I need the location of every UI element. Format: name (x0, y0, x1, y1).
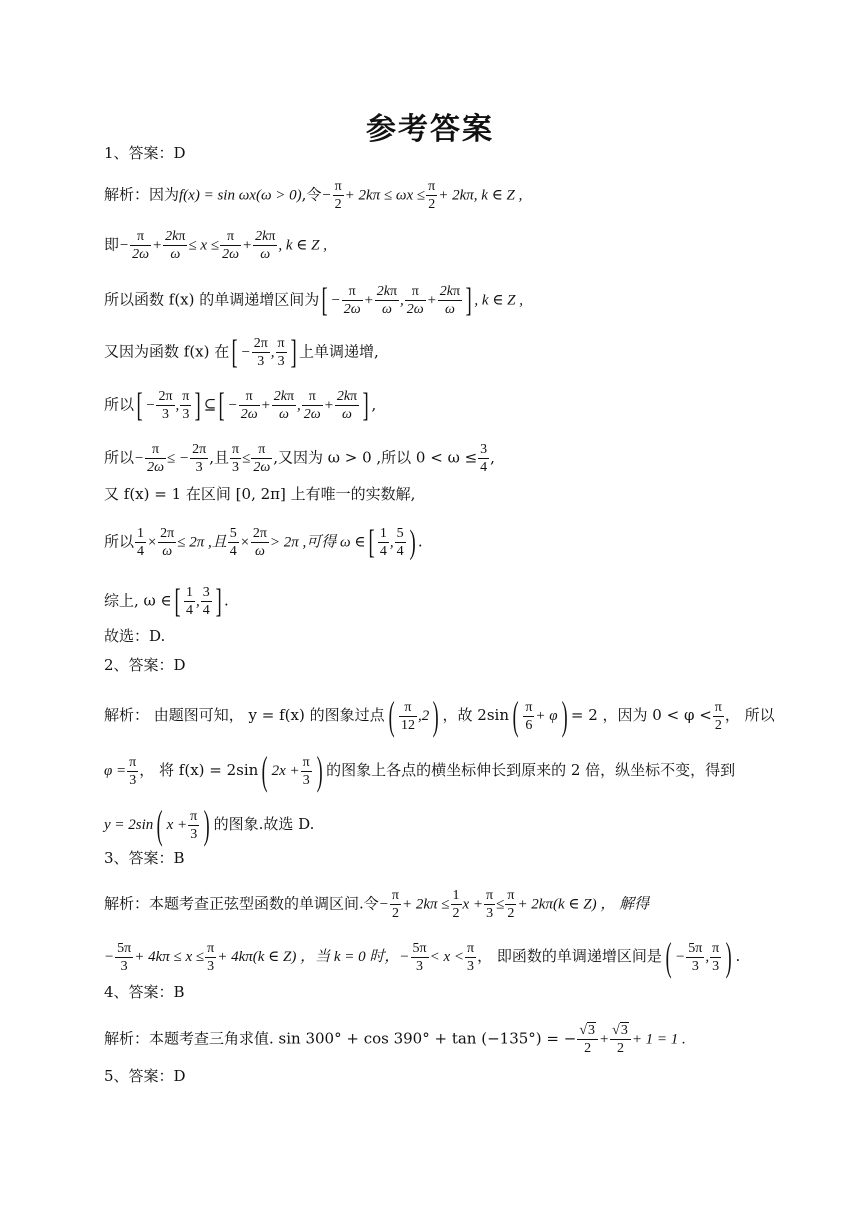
q3-answer: 3、答案：B (104, 849, 185, 867)
q2-line-1: 解析： 由题图可知， y = f(x) 的图象过点( $\frac{\pi}{12}$ ,2) ，故 2sin( $\frac{\pi}{6}$ + φ) = 2 ，因为 0 < φ < $\frac{\pi}{2}$ ， 所以 (104, 693, 775, 738)
page-title: 参考答案 (366, 112, 494, 147)
q1-line-3: 所以函数 f(x) 的单调递增区间为[ − $\frac{\pi}{2\omega}$ + $\frac{2k\pi}{\omega}$ , $\frac{\pi}{2\omega}$ + $\frac{2k\pi}{\omega}$ ] , k ∈ Z , (104, 281, 524, 319)
q1-line-9: 综上, ω ∈[ $\frac{1}{4}$ , $\frac{3}{4}$ ] . (104, 582, 229, 620)
q1-line-6: 所以− $\frac{\pi}{2\omega}$ ≤ − $\frac{2\pi}{3}$ ,且 $\frac{\pi}{3}$ ≤ $\frac{\pi}{2\omega}$ ,又因为 ω > 0 ,所以 0 < ω ≤ $\frac{3}{4}$ , (104, 442, 495, 475)
q1-answer: 1、答案：D (104, 144, 186, 162)
q2-line-2: φ = $\frac{\pi}{3}$ ， 将 f(x) = 2sin( 2x + $\frac{\pi}{3}$ ) 的图象上各点的横坐标伸长到原来的 2 倍，纵坐标不变，得到 (104, 748, 736, 793)
q5-answer: 5、答案：D (104, 1067, 186, 1085)
q1-line-5: 所以[ − $\frac{2\pi}{3}$ , $\frac{\pi}{3}$ ] ⊆[ − $\frac{\pi}{2\omega}$ + $\frac{2k\pi}{\omega}$ , $\frac{\pi}{2\omega}$ + $\frac{2k\pi}{\omega}$ ] , (104, 386, 377, 424)
q1-line-10: 故选：D. (104, 627, 166, 645)
q3-line-2: − $\frac{5\pi}{3}$ + 4kπ ≤ x ≤ $\frac{\pi}{3}$ + 4kπ(k ∈ Z) ，当 k = 0 时，− $\frac{5\pi}{3}$ < x < $\frac{\pi}{3}$ ， 即函数的单调递增区间是( − $\frac{5\pi}{3}$ , $\frac{\pi}{3}$ ) . (104, 934, 741, 979)
q3-line-1: 解析：本题考查正弦型函数的单调区间.令− $\frac{\pi}{2}$ + 2kπ ≤ $\frac{1}{2}$ x + $\frac{\pi}{3}$ ≤ $\frac{\pi}{2}$ + 2kπ(k ∈ Z) ， 解得 (104, 888, 650, 921)
q1-line-1: 解析：因为f(x) = sin ωx(ω > 0),令− $\frac{\pi}{2}$ + 2kπ ≤ ωx ≤ $\frac{\pi}{2}$ + 2kπ, k ∈ Z , (104, 179, 523, 212)
q4-answer: 4、答案：B (104, 983, 185, 1001)
q1-line-7: 又 f(x) = 1 在区间 [0, 2π] 上有唯一的实数解, (104, 485, 416, 503)
q4-line-1: 解析：本题考查三角求值. sin 300° + cos 390° + tan (−135°) = − $\frac{√3}{2}$ + $\frac{√3}{2}$ + 1 = 1 . (104, 1023, 686, 1056)
q1-line-2: 即− $\frac{\pi}{2\omega}$ + $\frac{2k\pi}{\omega}$ ≤ x ≤ $\frac{\pi}{2\omega}$ + $\frac{2k\pi}{\omega}$ , k ∈ Z , (104, 229, 327, 262)
q2-answer: 2、答案：D (104, 656, 186, 674)
q2-line-3: y = 2sin( x + $\frac{\pi}{3}$ ) 的图象.故选 D. (104, 802, 315, 847)
q1-line-8: 所以 $\frac{1}{4}$ × $\frac{2\pi}{\omega}$ ≤ 2π ,且 $\frac{5}{4}$ × $\frac{2\pi}{\omega}$ > 2π ,可得 ω ∈[ $\frac{1}{4}$ , $\frac{5}{4}$ ) . (104, 523, 423, 561)
q1-line-4: 又因为函数 f(x) 在[ − $\frac{2\pi}{3}$ , $\frac{\pi}{3}$ ] 上单调递增, (104, 333, 379, 371)
